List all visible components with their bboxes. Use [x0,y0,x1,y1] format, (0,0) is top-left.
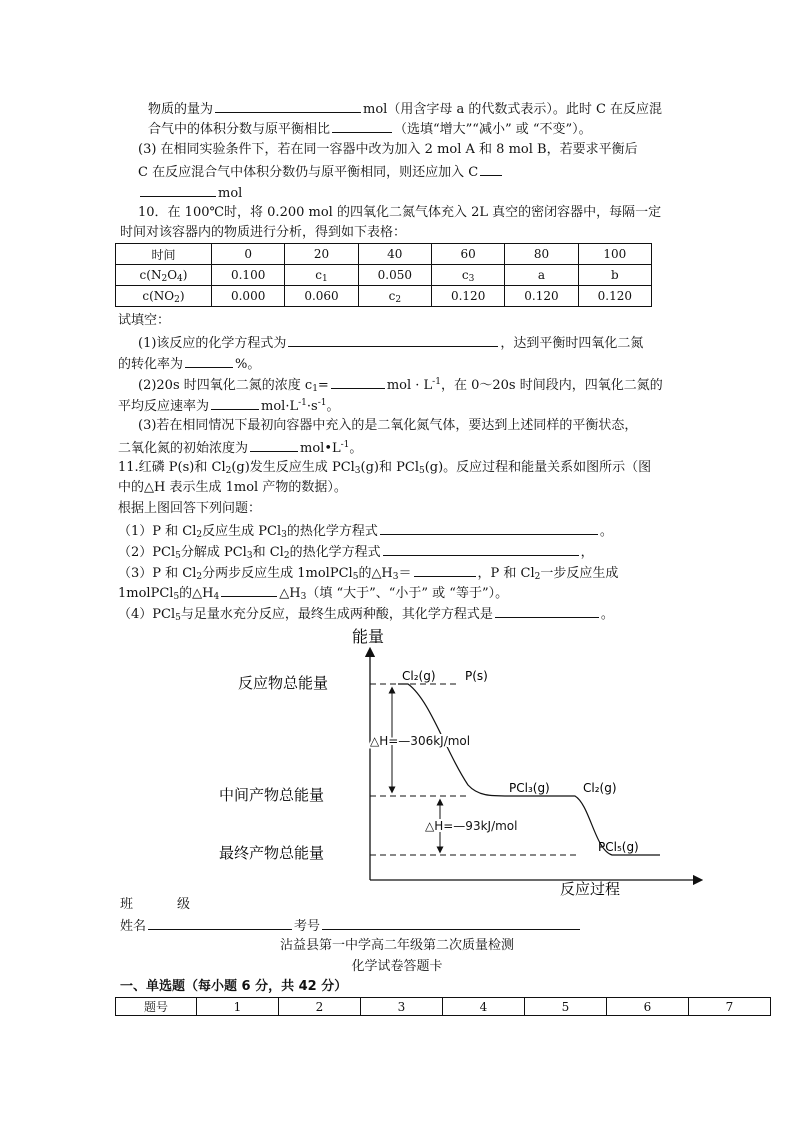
species-cl2-second: Cl₂(g) [583,781,617,795]
q10-intro2: 时间对该容器内的物质进行分析，得到如下表格： [120,225,407,240]
table-row [116,998,771,1016]
q11-sub4: （4）PCl$_5$与足量水充分反应，最终生成两种酸，其化学方程式是 。 [118,604,614,624]
name-examno-line: 姓名 考号 [120,916,582,936]
q11-sub1: （1）P 和 $Cl_2$反应生成 PCl$_3$的热化学方程式 。 [118,521,613,541]
y-axis-label: 能量 [352,627,385,646]
table-cell: $c_2$ [358,286,431,307]
exam-number-input[interactable] [322,916,580,930]
table-cell: 0.120 [578,286,651,307]
x-axis-label: 反应过程 [560,880,621,898]
table-cell: 时间 [116,244,212,265]
table-cell: 0.050 [358,265,431,286]
table-cell: 3 [361,998,443,1016]
q11-line1: 11.红磷 P(s)和 $Cl_2(g)$发生反应生成 PCl$_3$(g)和 PCl$_5$(g)。反应过程和能量关系如图所示（图 [118,460,652,476]
table-cell: 2 [279,998,361,1016]
table-cell: 0.100 [212,265,285,286]
table-cell: $c_1$ [285,265,358,286]
q9-line5: mol [138,183,242,203]
q10-part1-cont: 的转化率为 %。 [118,354,260,374]
table-cell: 题号 [116,998,197,1016]
q10-intro1: 10．在 100℃时，将 0.200 mol 的四氧化二氮气体充入 2L 真空的密闭容器中，每隔一定 [138,205,662,220]
table-cell: 0.060 [285,286,358,307]
reactant-energy-label: 反应物总能量 [238,674,329,692]
name-input[interactable] [148,916,292,930]
species-pcl5: PCl₅(g) [598,840,639,854]
class-field: 班 级 [120,897,191,912]
table-cell: 0.000 [212,286,285,307]
school-title: 沾益县第一中学高二年级第二次质量检测 [279,938,514,953]
table-cell: 80 [505,244,578,265]
table-cell: 60 [431,244,504,265]
q11-line3: 根据上图回答下列问题： [118,501,262,516]
table-cell: b [578,265,651,286]
table-cell: 40 [358,244,431,265]
table-cell: 5 [525,998,607,1016]
answer-table [115,997,771,1016]
q10-part1: (1)该反应的化学方程式为 ，达到平衡时四氧化二氮 [138,333,643,353]
dh2-label: △H=—93kJ/mol [425,819,518,833]
q9-line4: C 在反应混合气中体积分数仍与原平衡相同，则还应加入 C [138,162,504,182]
table-cell: 7 [689,998,771,1016]
q10-part2: (2)20s 时四氧化二氮的浓度 $c_1=$ mol · $L^{-1}$，在 0～20s 时间段内，四氧化二氮的 [138,377,663,394]
table-cell: $c(N_2O_4)$ [116,265,212,286]
q11-sub3: （3）P 和 $Cl_2$分两步反应生成 1molPCl$_5$的$\triangle H_3=$ ，P 和 $Cl_2$一步反应生成 [118,563,618,583]
q10-part3-cont: 二氧化氮的初始浓度为 $mol•L^{-1}$。 [118,440,363,456]
species-p: P(s) [465,669,488,683]
q9-line3: (3) 在相同实验条件下，若在同一容器中改为加入 2 mol A 和 8 mol B，若要求平衡后 [138,142,638,157]
table-cell: 0.120 [431,286,504,307]
q11-sub3-cont: 1molPCl$_5$的$\triangle H_4$ $\triangle H_3$（填 “大于”、“小于” 或 “等于”）。 [118,583,508,603]
table-cell: $c(NO_2)$ [116,286,212,307]
q10-part2-cont: 平均反应速率为 $mol\cdot L^{-1}\cdot s^{-1}$。 [118,398,340,414]
q9-line2: 合气中的体积分数与原平衡相比 （选填“增大”“减小” 或 “不变”）。 [148,119,592,139]
table-cell: 0.120 [505,286,578,307]
table-cell: $c_3$ [431,265,504,286]
section-heading: 一、单选题（每小题 6 分，共 42 分） [120,979,348,994]
product-energy-label: 最终产物总能量 [219,844,325,862]
species-pcl3: PCl₃(g) [509,781,550,795]
table-cell: 0 [212,244,285,265]
table-cell: 100 [578,244,651,265]
dh1-label: △H=—306kJ/mol [370,734,471,748]
table-cell: 1 [197,998,279,1016]
q9-line1: 物质的量为 mol（用含字母 a 的代数式表示）。此时 C 在反应混 [148,99,662,119]
table-cell: 6 [607,998,689,1016]
q10-fill-label: 试填空： [118,313,171,328]
q11-line2: 中的△H 表示生成 1mol 产物的数据）。 [118,480,347,495]
table-cell: a [505,265,578,286]
table-cell: 4 [443,998,525,1016]
answer-card-title: 化学试卷答题卡 [351,959,443,974]
q11-sub2: （2）PCl$_5$分解成 PCl$_3$和 $Cl_2$的热化学方程式 ， [118,542,594,562]
q10-part3: (3)若在相同情况下最初向容器中充入的是二氧化氮气体，要达到上述同样的平衡状态， [138,418,638,433]
intermediate-energy-label: 中间产物总能量 [219,786,325,804]
table-cell: 20 [285,244,358,265]
species-cl2: Cl₂(g) [402,669,436,683]
